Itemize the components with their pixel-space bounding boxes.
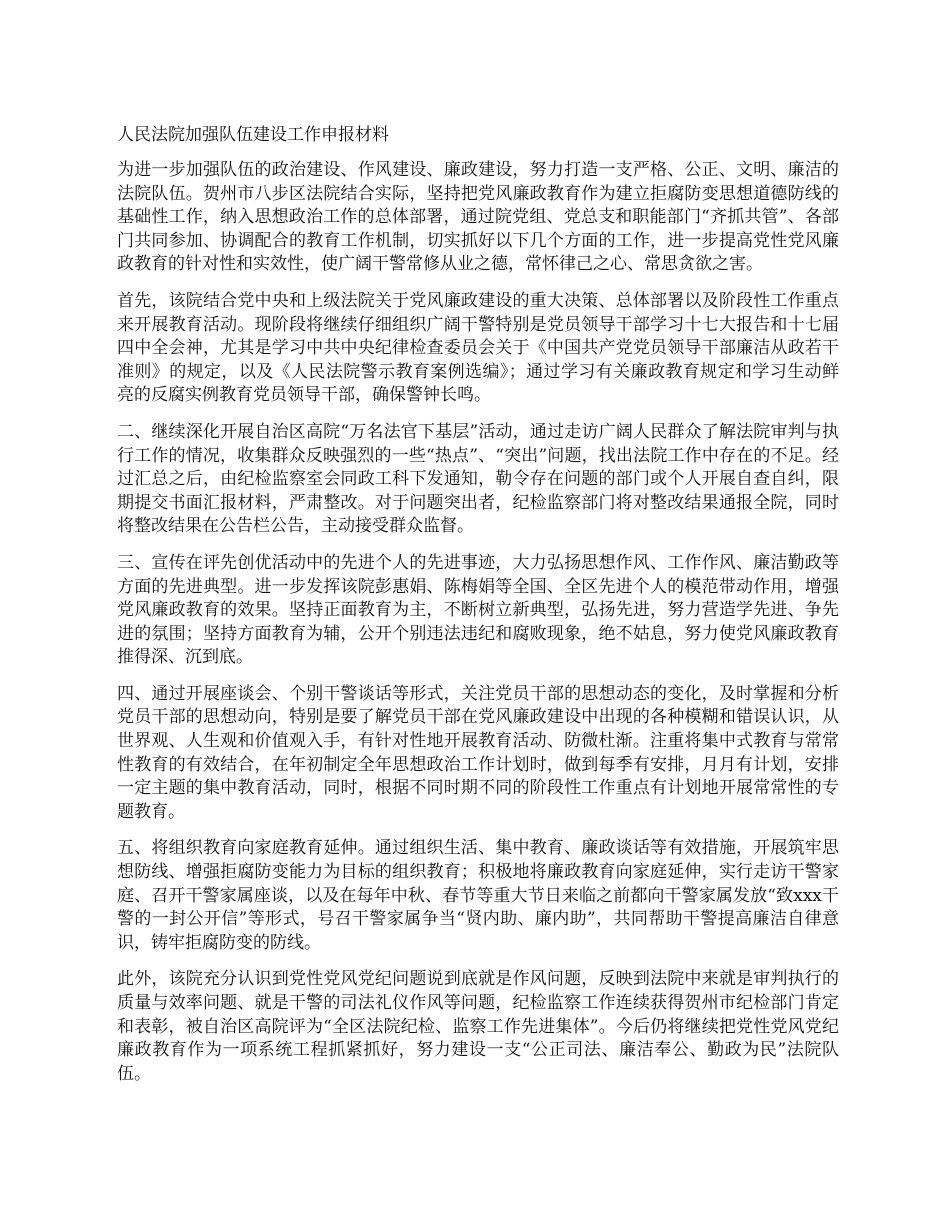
paragraph-second: 二、继续深化开展自治区高院“万名法官下基层”活动，通过走访广阔人民群众了解法院审判与执行工作的情况，收集群众反映强烈的一些“热点”、“突出”问题，找出法院工作中存在的不足。经过汇总之后，由纪检监察室会同政工科下发通知，勒令存在问题的部门或个人开展自查自纠，限期提交书面汇报材料，严肃整改。对于问题突出者，纪检监察部门将对整改结果通报全院，同时将整改结果在公告栏公告，主动接受群众监督。: [117, 421, 839, 537]
paragraph-intro: 为进一步加强队伍的政治建设、作风建设、廉政建设，努力打造一支严格、公正、文明、廉洁的法院队伍。贺州市八步区法院结合实际，坚持把党风廉政教育作为建立拒腐防变思想道德防线的基础性工作，纳入思想政治工作的总体部署，通过院党组、党总支和职能部门“齐抓共管”、各部门共同参加、协调配合的教育工作机制，切实抓好以下几个方面的工作，进一步提高党性党风廉政教育的针对性和实效性，使广阔干警常修从业之德，常怀律己之心、常思贪欲之害。: [117, 160, 839, 275]
document-page: [117, 124, 839, 1099]
paragraph-third: 三、宣传在评先创优活动中的先进个人的先进事迹，大力弘扬思想作风、工作作风、廉洁勤政等方面的先进典型。进一步发挥该院彭惠娟、陈梅娟等全国、全区先进个人的模范带动作用，增强党风廉政教育的效果。坚持正面教育为主，不断树立新典型，弘扬先进，努力营造学先进、争先进的氛围；坚持方面教育为辅，公开个别违法违纪和腐败现象，绝不姑息，努力使党风廉政教育推得深、沉到底。: [117, 552, 839, 668]
paragraph-conclusion: 此外，该院充分认识到党性党风党纪问题说到底就是作风问题，反映到法院中来就是审判执行的质量与效率问题、就是干警的司法礼仪作风等问题，纪检监察工作连续获得贺州市纪检部门肯定和表彰，被自治区高院评为“全区法院纪检、监察工作先进集体”。今后仍将继续把党性党风党纪廉政教育作为一项系统工程抓紧抓好，努力建设一支“公正司法、廉洁奉公、勤政为民”法院队伍。: [117, 969, 839, 1084]
paragraph-fifth: 五、将组织教育向家庭教育延伸。通过组织生活、集中教育、廉政谈话等有效措施，开展筑牢思想防线、增强拒腐防变能力为目标的组织教育；积极地将廉政教育向家庭延伸，实行走访干警家庭、召开干警家属座谈，以及在每年中秋、春节等重大节日来临之前都向干警家属发放“致xxx干警的一封公开信”等形式，号召干警家属争当“贤内助、廉内助”，共同帮助干警提高廉洁自律意识，铸牢拒腐防变的防线。: [117, 838, 839, 953]
paragraph-first: 首先，该院结合党中央和上级法院关于党风廉政建设的重大决策、总体部署以及阶段性工作重点来开展教育活动。现阶段将继续仔细组织广阔干警特别是党员领导干部学习十七大报告和十七届四中全会神，尤其是学习中共中央纪律检查委员会关于《中国共产党党员领导干部廉洁从政若干准则》的规定，以及《人民法院警示教育案例选编》；通过学习有关廉政教育规定和学习生动鲜亮的反腐实例教育党员领导干部，确保警钟长鸣。: [117, 290, 839, 406]
document-title: 人民法院加强队伍建设工作申报材料: [117, 125, 389, 145]
paragraph-fourth: 四、通过开展座谈会、个别干警谈话等形式，关注党员干部的思想动态的变化，及时掌握和分析党员干部的思想动向，特别是要了解党员干部在党风廉政建设中出现的各种模糊和错误认识，从世界观、人生观和价值观入手，有针对性地开展教育活动、防微杜渐。注重将集中式教育与常常性教育的有效结合，在年初制定全年思想政治工作计划时，做到每季有安排，月月有计划，安排一定主题的集中教育活动，同时，根据不同时期不同的阶段性工作重点有计划地开展常常性的专题教育。: [117, 683, 839, 822]
